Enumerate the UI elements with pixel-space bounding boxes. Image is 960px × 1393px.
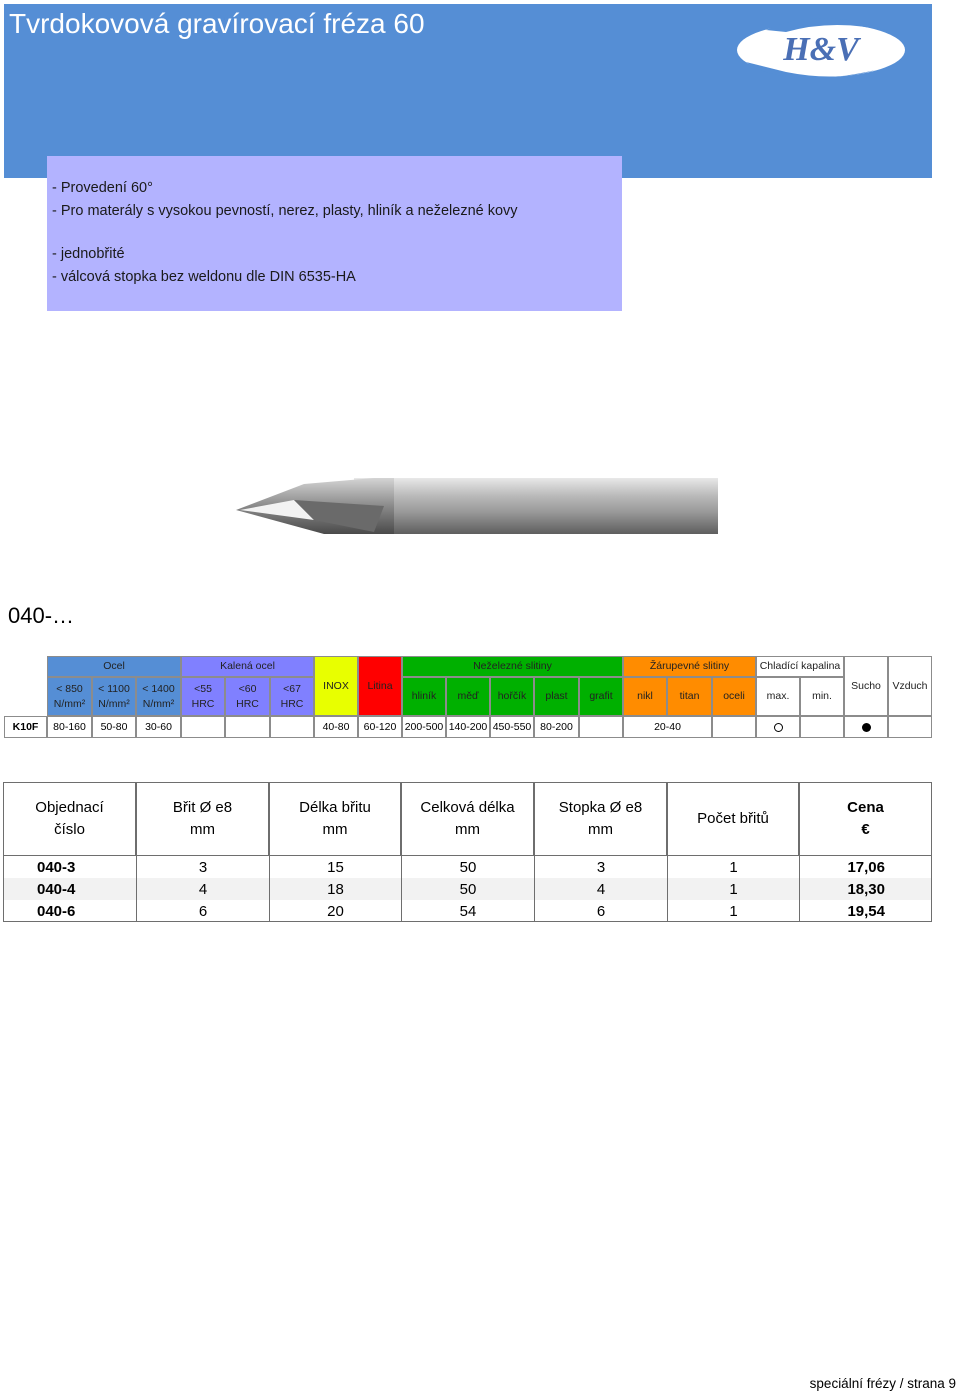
value-cell [712,716,756,738]
value-cell: 80-160 [47,716,92,738]
value-cell: 50-80 [92,716,136,738]
col-header-price: Cena € [799,782,932,856]
group-kalena-ocel: Kalená ocel [181,656,314,677]
table-cell-d: 6 [136,900,269,922]
svg-text:H&V: H&V [783,31,859,68]
col-header-flutes: Počet břitů [667,782,799,856]
table-cell-d: 3 [136,856,269,878]
table-cell-code: 040-6 [37,902,76,920]
table-cell-l: 18 [269,878,401,900]
sub-hlinik: hliník [402,677,446,716]
value-cell [800,716,844,738]
sub-ocel-1400: < 1400 N/mm² [136,677,181,716]
value-cell: 140-200 [446,716,490,738]
table-cell-shank: 6 [534,900,667,922]
group-vzduch: Vzduch [888,656,932,716]
value-cell [579,716,623,738]
sub-ocel-1100: < 1100 N/mm² [92,677,136,716]
table-cell-flutes: 1 [667,900,799,922]
table-cell-total: 50 [401,878,534,900]
group-sucho: Sucho [844,656,888,716]
product-prefix: 040-… [8,603,75,628]
product-rows [3,856,932,922]
group-chladici: Chladící kapalina [756,656,844,677]
group-nezelezne: Neželezné slitiny [402,656,623,677]
group-inox: INOX [314,656,358,716]
table-cell-shank: 3 [534,856,667,878]
table-cell-code: 040-4 [37,880,76,898]
page-title: Tvrdokovová gravírovací fréza 60 [9,8,425,39]
description-box [47,156,622,311]
value-cell [225,716,270,738]
value-cell: 200-500 [402,716,446,738]
table-cell-flutes: 1 [667,856,799,878]
sub-kalena-55: <55 HRC [181,677,225,716]
circle-filled-icon [862,723,871,732]
page-footer: speciální frézy / strana 9 [809,1376,956,1391]
table-row [4,878,931,900]
col-header-diameter: Břit Ø e8 mm [136,782,269,856]
materials-table [4,656,932,738]
table-cell-price: 19,54 [799,900,931,922]
sub-grafit: grafit [579,677,623,716]
sub-ocel-850: < 850 N/mm² [47,677,92,716]
sub-med: měď [446,677,490,716]
value-cell: 450-550 [490,716,534,738]
value-cell [181,716,225,738]
sub-plast: plast [534,677,579,716]
value-cell: 60-120 [358,716,402,738]
table-cell-flutes: 1 [667,878,799,900]
description-line: - Pro materály s vysokou pevností, nerez, plasty, hliník a neželezné kovy [52,203,518,219]
brand-logo [726,10,912,90]
sub-max: max. [756,677,800,716]
table-row [4,856,931,878]
table-cell-total: 50 [401,856,534,878]
value-cell: 40-80 [314,716,358,738]
description-line: - Provedení 60° [52,180,153,196]
col-header-cut-length: Délka břitu mm [269,782,401,856]
coolant-dry-cell [844,716,888,738]
sub-oceli: oceli [712,677,756,716]
sub-min: min. [800,677,844,716]
table-cell-total: 54 [401,900,534,922]
sub-kalena-60: <60 HRC [225,677,270,716]
coolant-max-cell [756,716,800,738]
table-cell-l: 20 [269,900,401,922]
group-zarupevne: Žárupevné slitiny [623,656,756,677]
description-line: - jednobřité [52,246,125,262]
description-line: - válcová stopka bez weldonu dle DIN 6535-HA [52,269,356,285]
group-litina: Litina [358,656,402,716]
sub-horcik: hořčík [490,677,534,716]
group-ocel: Ocel [47,656,181,677]
value-cell [270,716,314,738]
table-cell-shank: 4 [534,878,667,900]
sub-kalena-67: <67 HRC [270,677,314,716]
table-row [4,900,931,922]
col-header-code: Objednací číslo [3,782,136,856]
col-header-total-length: Celková délka mm [401,782,534,856]
table-cell-code: 040-3 [37,858,76,876]
table-cell-d: 4 [136,878,269,900]
circle-open-icon [774,723,783,732]
value-cell: 30-60 [136,716,181,738]
engraving-cutter-image [234,470,720,550]
table-cell-l: 15 [269,856,401,878]
value-cell: 20-40 [623,716,712,738]
value-cell [888,716,932,738]
col-header-shank: Stopka Ø e8 mm [534,782,667,856]
table-cell-price: 18,30 [799,878,931,900]
sub-nikl: nikl [623,677,667,716]
table-cell-price: 17,06 [799,856,931,878]
sub-titan: titan [667,677,712,716]
value-cell: 80-200 [534,716,579,738]
grade-label: K10F [4,716,47,738]
